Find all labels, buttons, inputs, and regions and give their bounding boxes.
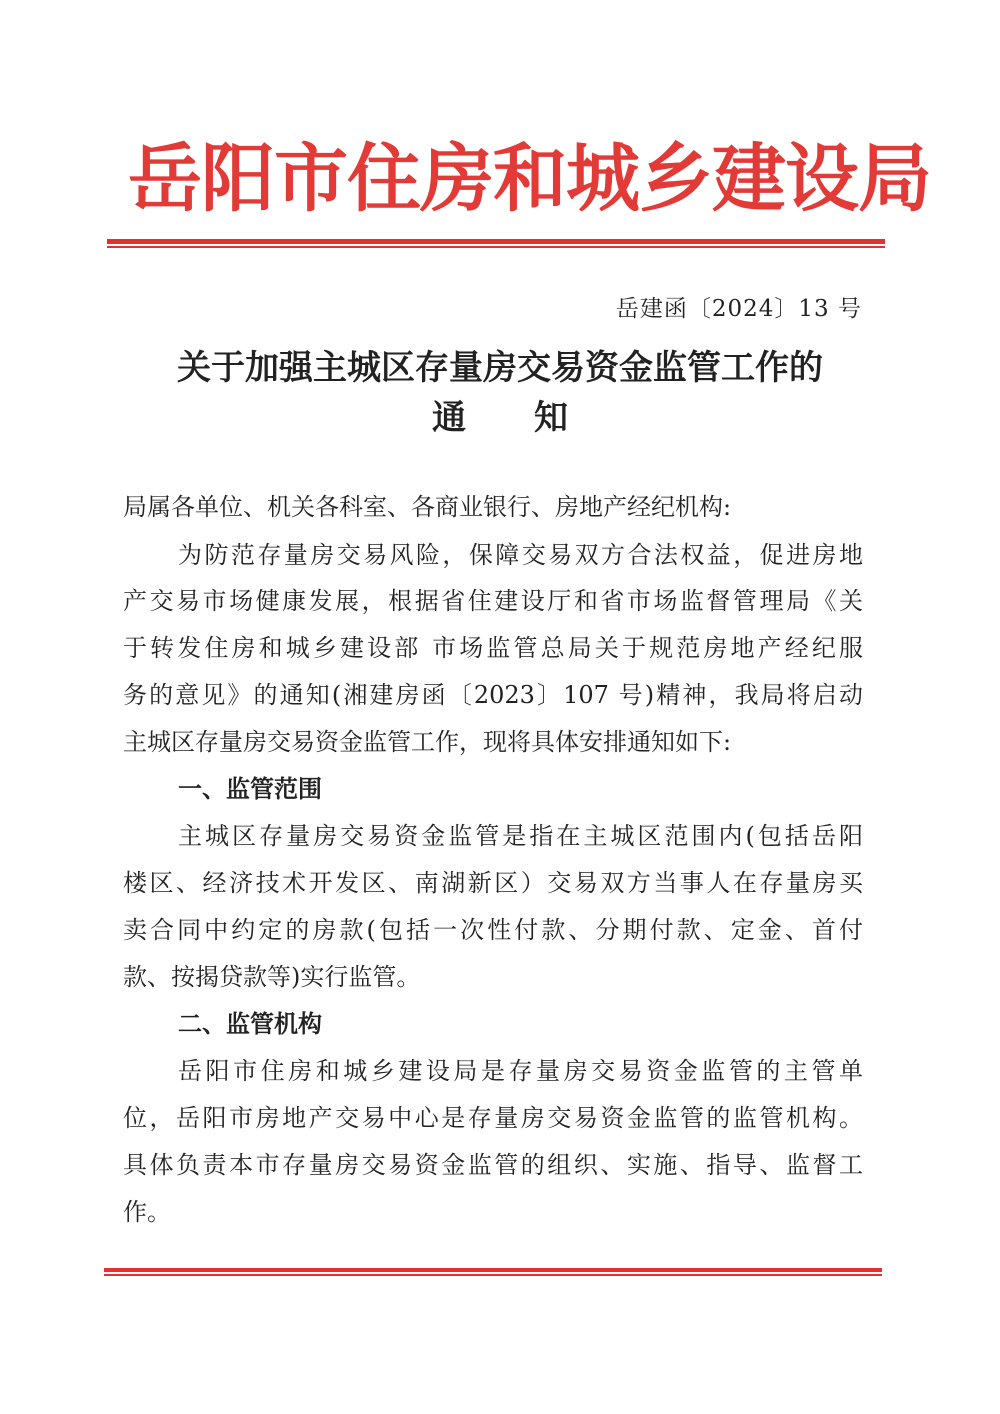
body-line: 于转发住房和城乡建设部 市场监管总局关于规范房地产经纪服 bbox=[123, 634, 863, 662]
body-line: 岳阳市住房和城乡建设局是存量房交易资金监管的主管单 bbox=[178, 1057, 863, 1085]
document-title: 关于加强主城区存量房交易资金监管工作的 bbox=[177, 348, 823, 388]
section-heading-scope: 一、监管范围 bbox=[178, 775, 322, 803]
body-line: 款、按揭贷款等)实行监管。 bbox=[123, 963, 421, 991]
body-line: 具体负责本市存量房交易资金监管的组织、实施、指导、监督工 bbox=[123, 1151, 863, 1179]
section-heading-agency: 二、监管机构 bbox=[178, 1010, 322, 1038]
issuing-organization-header: 岳阳市住房和城乡建设局 bbox=[128, 136, 931, 222]
addressee-line: 局属各单位、机关各科室、各商业银行、房地产经纪机构: bbox=[123, 493, 732, 521]
body-line: 作。 bbox=[123, 1198, 171, 1226]
document-title-notice: 通 知 bbox=[432, 398, 568, 438]
body-line: 务的意见》的通知(湘建房函〔2023〕107 号)精神，我局将启动 bbox=[123, 681, 863, 709]
body-line: 卖合同中约定的房款(包括一次性付款、分期付款、定金、首付 bbox=[123, 916, 863, 944]
body-line: 主城区存量房交易资金监管是指在主城区范围内(包括岳阳 bbox=[178, 822, 863, 850]
body-line: 主城区存量房交易资金监管工作，现将具体安排通知如下: bbox=[123, 728, 732, 756]
footer-red-rule bbox=[104, 1268, 882, 1276]
body-line: 为防范存量房交易风险，保障交易双方合法权益，促进房地 bbox=[178, 541, 863, 569]
header-red-rule bbox=[107, 239, 885, 248]
body-line: 位，岳阳市房地产交易中心是存量房交易资金监管的监管机构。 bbox=[123, 1104, 863, 1132]
document-number: 岳建函〔2024〕13 号 bbox=[615, 296, 862, 322]
body-line: 楼区、经济技术开发区、南湖新区）交易双方当事人在存量房买 bbox=[123, 869, 863, 897]
body-line: 产交易市场健康发展，根据省住建设厅和省市场监督管理局《关 bbox=[123, 587, 863, 615]
